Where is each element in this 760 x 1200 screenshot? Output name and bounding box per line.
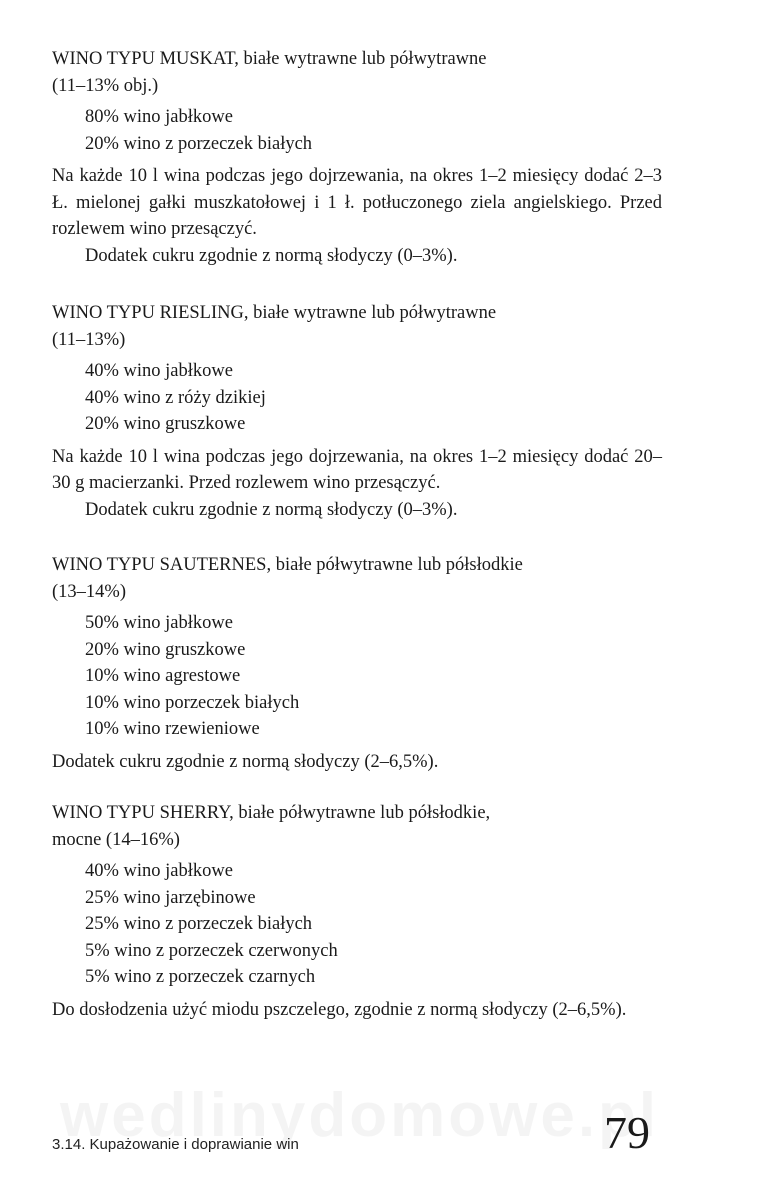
ingredient-list bbox=[52, 610, 662, 743]
recipe-title-line: (13–14%) bbox=[52, 581, 126, 602]
ingredient-item: 40% wino jabłkowe bbox=[85, 861, 233, 881]
page-number: 79 bbox=[604, 1107, 650, 1158]
ingredient-item: 25% wino jarzębinowe bbox=[85, 887, 256, 908]
running-footer: 3.14. Kupażowanie i doprawianie win bbox=[52, 1136, 299, 1153]
recipe-title-line: WINO TYPU SAUTERNES, białe półwytrawne lub półsłodkie bbox=[52, 555, 523, 575]
sugar-note: Dodatek cukru zgodnie z normą słodyczy (0–3%). bbox=[85, 245, 458, 266]
ingredient-item: 10% wino agrestowe bbox=[85, 666, 241, 686]
recipe-title-line: (11–13% obj.) bbox=[52, 75, 159, 96]
recipe-title-line: WINO TYPU RIESLING, białe wytrawne lub półwytrawne bbox=[52, 303, 497, 323]
ingredient-list bbox=[52, 858, 662, 991]
ingredient-item: 5% wino z porzeczek czarnych bbox=[85, 967, 316, 987]
sugar-note: Dodatek cukru zgodnie z normą słodyczy (2–6,5%). bbox=[52, 751, 439, 772]
ingredient-item: 10% wino rzewieniowe bbox=[85, 719, 260, 739]
ingredient-item: 25% wino z porzeczek białych bbox=[85, 914, 313, 934]
sugar-note: Dodatek cukru zgodnie z normą słodyczy (0–3%). bbox=[85, 499, 458, 520]
recipe-title-line: WINO TYPU SHERRY, białe półwytrawne lub półsłodkie, bbox=[52, 803, 491, 823]
ingredient-item: 20% wino z porzeczek białych bbox=[85, 133, 313, 154]
ingredient-item: 20% wino gruszkowe bbox=[85, 414, 246, 434]
recipe-sherry bbox=[52, 800, 662, 1023]
ingredient-item: 50% wino jabłkowe bbox=[85, 613, 233, 633]
recipe-note: Na każde 10 l wina podczas jego dojrzewania, na okres 1–2 miesięcy dodać 20–30 g macierzanki. Przed rozlewem wino przesączyć. bbox=[52, 446, 662, 493]
ingredient-list bbox=[52, 104, 662, 157]
sweetening-note: Do dosłodzenia użyć miodu pszczelego, zgodnie z normą słodyczy (2–6,5%). bbox=[52, 999, 627, 1020]
ingredient-item: 80% wino jabłkowe bbox=[85, 107, 233, 127]
recipe-title-line: WINO TYPU MUSKAT, białe wytrawne lub półwytrawne bbox=[52, 49, 487, 69]
ingredient-item: 40% wino jabłkowe bbox=[85, 361, 233, 381]
recipe-muskat bbox=[52, 46, 662, 269]
recipe-sauternes bbox=[52, 552, 662, 775]
ingredient-item: 20% wino gruszkowe bbox=[85, 639, 246, 660]
ingredient-list bbox=[52, 358, 662, 438]
recipe-title-line: mocne (14–16%) bbox=[52, 829, 180, 850]
recipe-note: Na każde 10 l wina podczas jego dojrzewania, na okres 1–2 miesięcy dodać 2–3 Ł. mielonej gałki muszkatołowej i 1 ł. potłuczonego ziela angielskiego. Przed rozlewem wino przesączyć. bbox=[52, 166, 662, 239]
ingredient-item: 40% wino z róży dzikiej bbox=[85, 387, 266, 408]
ingredient-item: 10% wino porzeczek białych bbox=[85, 692, 300, 713]
recipe-riesling bbox=[52, 300, 662, 523]
ingredient-item: 5% wino z porzeczek czerwonych bbox=[85, 940, 338, 961]
recipe-title-line: (11–13%) bbox=[52, 329, 126, 350]
